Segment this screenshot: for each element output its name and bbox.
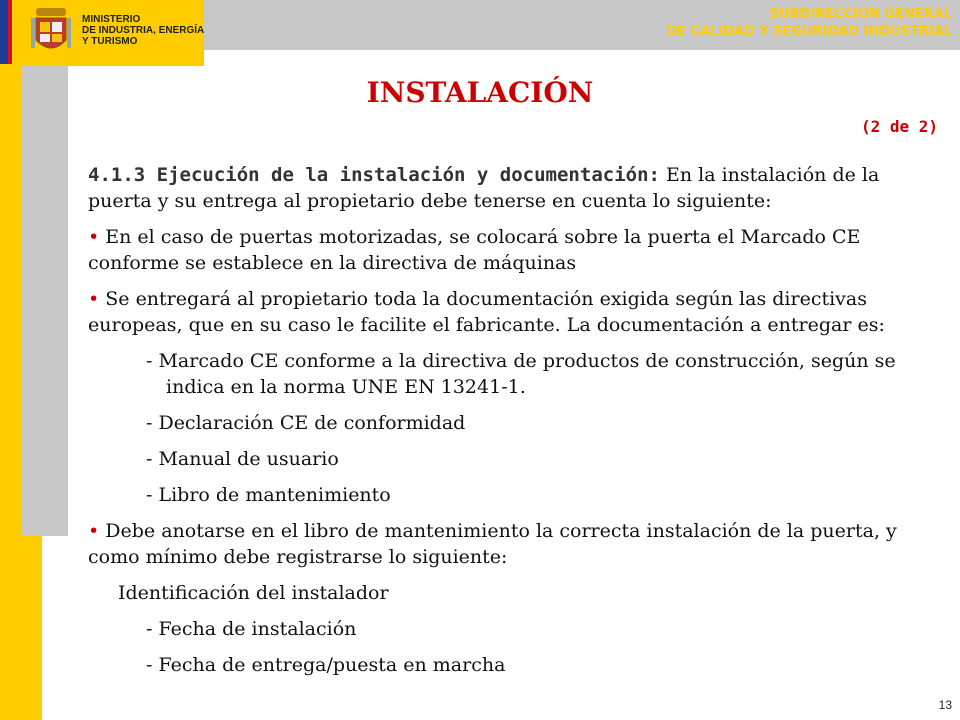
ministry-line-3: Y TURISMO <box>82 36 138 47</box>
doc-item: - Declaración CE de conformidad <box>146 412 466 434</box>
bullet-item <box>88 518 948 570</box>
department-line-2: DE CALIDAD Y SEGURIDAD INDUSTRIAL <box>666 24 952 39</box>
slide-subtitle: (2 de 2) <box>860 117 938 136</box>
section-heading: 4.1.3 Ejecución de la instalación y documentación: <box>88 164 660 186</box>
coat-of-arms-icon <box>30 6 72 60</box>
bullet-text-2: Se entregará al propietario toda la documentación exigida según las directivas europeas, que en su caso le facilite el fabricante. La documentación a entregar es: <box>88 288 885 336</box>
department-header <box>666 6 952 40</box>
doc-item: - Libro de mantenimiento <box>146 484 391 506</box>
bullet-icon: • <box>88 520 100 542</box>
department-line-1: SUBDIRECCIÓN GENERAL <box>769 7 952 22</box>
slide-body <box>88 162 948 688</box>
ministry-line-1: MINISTERIO <box>82 14 141 25</box>
ministry-line-2: DE INDUSTRIA, ENERGÍA <box>82 25 205 36</box>
page-number: 13 <box>938 698 952 712</box>
record-header: Identificación del instalador <box>118 582 389 604</box>
intro-paragraph <box>88 162 948 214</box>
doc-item: - Manual de usuario <box>146 448 339 470</box>
bullet-item <box>88 286 948 338</box>
ministry-name <box>82 14 204 47</box>
doc-item: - Marcado CE conforme a la directiva de productos de construcción, según se indica en la norma UNE EN 13241-1. <box>146 350 896 398</box>
slide-title: INSTALACIÓN <box>366 76 594 109</box>
record-item: - Fecha de entrega/puesta en marcha <box>146 654 506 676</box>
bullet-text-3: Debe anotarse en el libro de mantenimiento la correcta instalación de la puerta, y como mínimo debe registrarse lo siguiente: <box>88 520 897 568</box>
eu-stars-strip <box>0 0 8 64</box>
intro-text: En la instalación de la puerta y su entrega al propietario debe tenerse en cuenta lo siguiente: <box>88 164 880 212</box>
record-item: - Fecha de instalación <box>146 618 357 640</box>
bullet-text-1: En el caso de puertas motorizadas, se colocará sobre la puerta el Marcado CE conforme se establece en la directiva de máquinas <box>88 226 861 274</box>
bullet-icon: • <box>88 288 100 310</box>
bullet-icon: • <box>88 226 100 248</box>
decorative-grey-strip <box>22 66 68 536</box>
bullet-item <box>88 224 948 276</box>
